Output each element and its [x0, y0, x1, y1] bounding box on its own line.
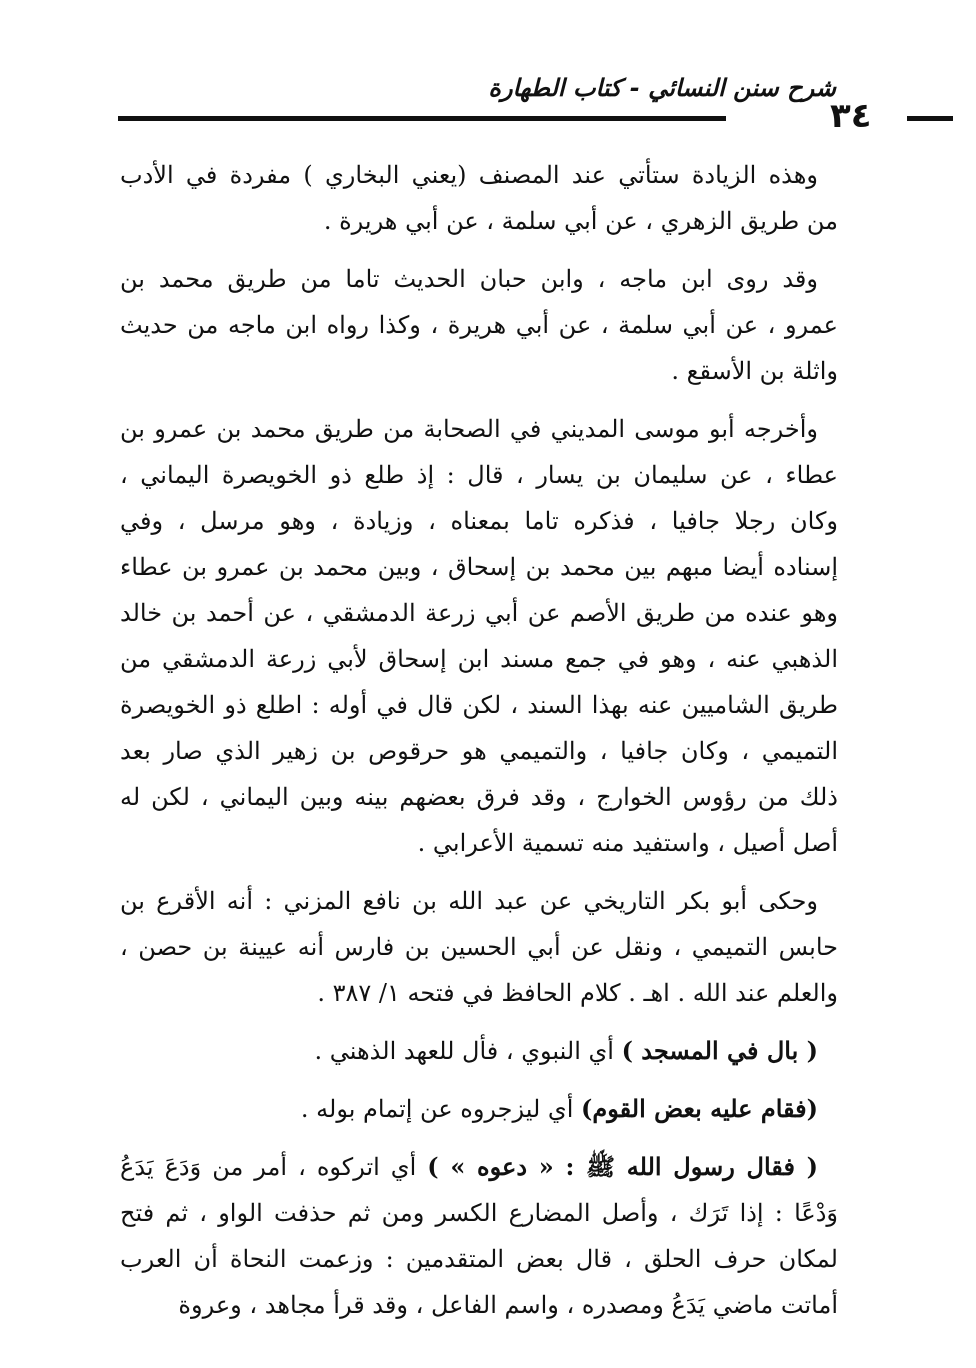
quoted-hadith-text: ( بال في المسجد )	[621, 1036, 818, 1065]
paragraph	[120, 1028, 838, 1074]
text-line: وقد روى ابن ماجه ، وابن حبان الحديث تاما من طريق محمد بن	[120, 265, 818, 293]
quoted-hadith-text: ( فقال رسول الله ﷺ : « دعوه » )	[427, 1152, 818, 1181]
text-line	[120, 1086, 838, 1132]
paragraph	[120, 256, 838, 394]
paragraph	[120, 152, 838, 244]
commentary-text: أي اتركوه ، أمر من وَدَعَ يَدَعُ	[120, 1153, 428, 1181]
text-line: وحكى أبو بكر التاريخي عن عبد الله بن نافع المزني : أنه الأقرع بن	[120, 887, 818, 915]
text-line	[120, 1144, 838, 1190]
text-line: الذهبي عنه ، وهو في جمع مسند ابن إسحاق لأبي زرعة الدمشقي من	[120, 645, 838, 673]
text-line	[120, 1028, 838, 1074]
page-number-rule	[907, 116, 953, 121]
quoted-hadith-text: (فقام عليه بعض القوم)	[581, 1094, 818, 1123]
text-line: التميمي ، وكان جافيا ، والتميمي هو حرقوص بن زهير الذي صار بعد	[120, 737, 838, 765]
text-line: وأخرجه أبو موسى المديني في الصحابة من طريق محمد بن عمرو بن	[120, 415, 818, 443]
text-line: إسناده أيضا مبهم بين محمد بن إسحاق ، وبين محمد بن عمرو بن عطاء	[120, 553, 838, 581]
text-line: لمكان حرف الحلق ، قال بعض المتقدمين : وزعمت النحاة أن العرب	[120, 1245, 838, 1273]
text-line: حابس التميمي ، ونقل عن أبي الحسين بن فارس أنه عيينة بن حصن ،	[120, 933, 838, 961]
text-line: وكان رجلا جافيا ، فذكره تاما بمعناه ، وزيادة ، وهو مرسل ، وفي	[120, 507, 838, 535]
text-line: ذلك من رؤوس الخوارج ، وقد فرق بعضهم بينه وبين اليماني ، لكن له	[120, 783, 838, 811]
commentary-text: أي النبوي ، فأل للعهد الذهني .	[314, 1037, 622, 1065]
page-number: ٣٤	[830, 96, 872, 136]
commentary-text: أي ليزجروه عن إتمام بوله .	[300, 1095, 582, 1123]
text-line: عمرو ، عن أبي سلمة ، عن أبي هريرة ، وكذا رواه ابن ماجه من حديث	[120, 311, 838, 339]
text-line: أصل أصيل ، واستفيد منه تسمية الأعرابي .	[417, 829, 838, 857]
text-line: وهذه الزيادة ستأتي عند المصنف (يعني البخاري ) مفردة في الأدب	[120, 161, 818, 189]
text-line: وهو عنده من طريق الأصم عن أبي زرعة الدمشقي ، عن أحمد بن خالد	[120, 599, 838, 627]
header-rule	[118, 116, 726, 121]
text-line: واثلة بن الأسقع .	[671, 357, 838, 385]
text-line: عطاء ، عن سليمان بن يسار ، قال : إذ طلع ذو الخويصرة اليماني ،	[120, 461, 838, 489]
text-line: طريق الشاميين عنه بهذا السند ، لكن قال في أوله : اطلع ذو الخويصرة	[120, 691, 838, 719]
paragraph	[120, 1086, 838, 1132]
paragraph	[120, 1144, 838, 1328]
body-text	[120, 152, 838, 1340]
running-header	[110, 72, 872, 136]
text-line: من طريق الزهري ، عن أبي سلمة ، عن أبي هريرة .	[323, 207, 838, 235]
paragraph	[120, 878, 838, 1016]
text-line: وَدْعًا : إذا تَرَك ، وأصل المضارع الكسر ومن ثم حذفت الواو ، ثم فتح	[120, 1199, 838, 1227]
paragraph	[120, 406, 838, 866]
book-title: شرح سنن النسائي - كتاب الطهارة	[488, 74, 836, 102]
text-line: أماتت ماضي يَدَعُ ومصدره ، واسم الفاعل ، وقد قرأ مجاهد ، وعروة	[178, 1291, 838, 1319]
text-line: والعلم عند الله . اهـ . كلام الحافظ في فتحه ١/ ٣٨٧ .	[317, 979, 838, 1007]
